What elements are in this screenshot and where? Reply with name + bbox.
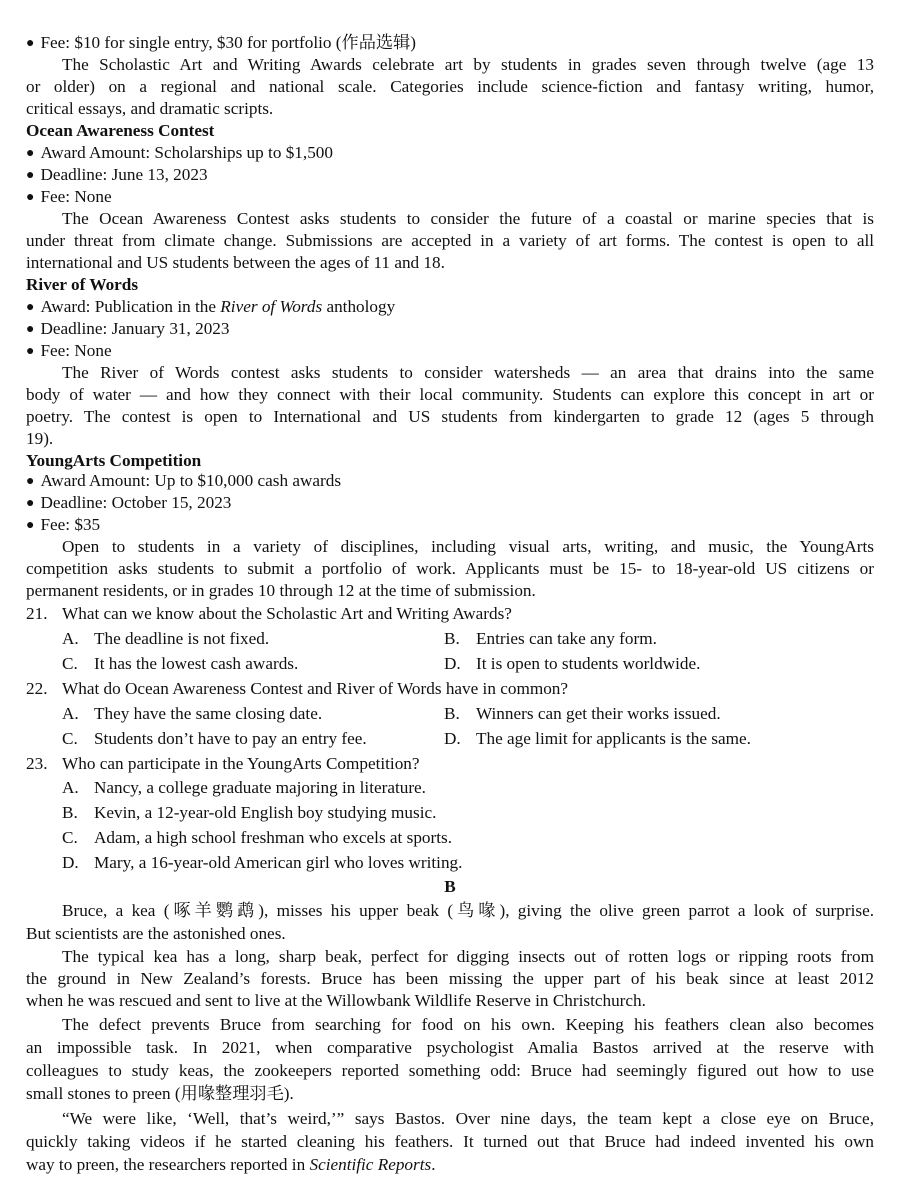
river-award [26, 296, 874, 320]
q22-option-c[interactable] [62, 728, 367, 750]
option-letter: B. [62, 803, 78, 822]
passage-b-p4-line-2: quickly taking videos if he started cleaning his feathers. It turned out that Bruce had indeed invented his own [26, 1132, 874, 1151]
ocean-fee: ● Fee: None [26, 186, 874, 210]
option-text: The deadline is not fixed. [94, 629, 270, 648]
option-text: Entries can take any form. [476, 629, 657, 648]
river-desc-line-2: body of water — and how they connect with their local community. Students can explore this concept in art or [26, 385, 874, 404]
passage-b-p2-line-3: when he was rescued and sent to live at the Willowbank Wildlife Reserve in Christchurch. [26, 991, 646, 1010]
passage-b-p2-line-2: the ground in New Zealand’s forests. Bruce has been missing the upper part of his beak since at least 2012 [26, 969, 874, 988]
scholastic-desc-line-1: The Scholastic Art and Writing Awards celebrate art by students in grades seven through twelve (age 13 [62, 55, 874, 74]
river-desc-line-1: The River of Words contest asks students to consider watersheds — an area that drains into the same [62, 363, 874, 382]
question-number: 23. [26, 754, 48, 773]
question-number: 21. [26, 604, 48, 623]
option-text: It is open to students worldwide. [476, 654, 701, 673]
option-text: Nancy, a college graduate majoring in literature. [94, 778, 426, 797]
q21-option-c[interactable] [62, 653, 298, 675]
q21-option-a[interactable] [62, 628, 269, 650]
question-text: What can we know about the Scholastic Art and Writing Awards? [62, 604, 512, 623]
passage-b-p1-line-2: But scientists are the astonished ones. [26, 924, 286, 943]
river-award-suffix: anthology [322, 297, 396, 316]
q21-option-d[interactable] [444, 653, 700, 675]
ocean-award: ● Award Amount: Scholarships up to $1,500 [26, 142, 874, 166]
ocean-desc-line-2: under threat from climate change. Submissions are accepted in a variety of art forms. The contest is open to all [26, 231, 874, 250]
option-letter: C. [62, 729, 78, 748]
question-text: What do Ocean Awareness Contest and River of Words have in common? [62, 679, 569, 698]
river-award-italic: River of Words [220, 297, 323, 316]
question-22 [26, 678, 874, 700]
youngarts-desc-line-1: Open to students in a variety of disciplines, including visual arts, writing, and music, the YoungArts [62, 537, 874, 556]
passage-b-p4-line-3-prefix: way to preen, the researchers reported in [26, 1155, 310, 1174]
journal-name: Scientific Reports [309, 1155, 432, 1174]
youngarts-deadline: ● Deadline: October 15, 2023 [26, 492, 874, 516]
passage-b-p3-line-3: colleagues to study keas, the zookeepers reported something odd: Bruce had seemingly figured out how to use [26, 1061, 874, 1080]
passage-b-p2-line-1: The typical kea has a long, sharp beak, perfect for digging insects out of rotten logs or ripping roots from [62, 947, 874, 966]
river-deadline: ● Deadline: January 31, 2023 [26, 318, 874, 342]
youngarts-desc-line-2: competition asks students to submit a portfolio of work. Applicants must be 15- to 18-year-old US citizens or [26, 559, 874, 578]
option-letter: D. [62, 853, 79, 872]
scholastic-desc-line-2: or older) on a regional and national scale. Categories include science-fiction and fantasy writing, humor, [26, 77, 874, 96]
option-letter: D. [444, 654, 461, 673]
passage-b-p3-line-1: The defect prevents Bruce from searching for food on his own. Keeping his feathers clean also becomes [62, 1015, 874, 1034]
question-number: 22. [26, 679, 48, 698]
passage-b-p1-line-1: Bruce, a kea (啄羊鹦鹉), misses his upper beak (鸟喙), giving the olive green parrot a look of surprise. [62, 901, 874, 920]
river-title: River of Words [26, 275, 139, 294]
q22-option-d[interactable] [444, 728, 751, 750]
ocean-desc-line-3: international and US students between the ages of 11 and 18. [26, 253, 445, 272]
passage-b-p3-line-4: small stones to preen (用喙整理羽毛). [26, 1084, 294, 1103]
passage-b-p4-line-3 [26, 1154, 874, 1176]
scholastic-fee: ● Fee: $10 for single entry, $30 for portfolio (作品选辑) [26, 32, 874, 56]
river-desc-line-4: 19). [26, 429, 54, 448]
option-letter: B. [444, 704, 460, 723]
passage-b-p4-line-1: “We were like, ‘Well, that’s weird,’” says Bastos. Over nine days, the team kept a close eye on Bruce, [62, 1109, 874, 1128]
river-award-prefix: Award: Publication in the [40, 297, 221, 316]
scholastic-desc-line-3: critical essays, and dramatic scripts. [26, 99, 274, 118]
q22-option-b[interactable] [444, 703, 721, 725]
option-text: Kevin, a 12-year-old English boy studying music. [94, 803, 437, 822]
youngarts-award: ● Award Amount: Up to $10,000 cash awards [26, 470, 874, 494]
option-letter: C. [62, 654, 78, 673]
youngarts-fee: ● Fee: $35 [26, 514, 874, 538]
option-text: They have the same closing date. [94, 704, 323, 723]
river-fee: ● Fee: None [26, 340, 874, 364]
river-desc-line-3: poetry. The contest is open to International and US students from kindergarten to grade 12 (ages 5 through [26, 407, 874, 426]
option-letter: B. [444, 629, 460, 648]
q21-option-b[interactable] [444, 628, 657, 650]
section-b-label: B [444, 877, 456, 896]
ocean-desc-line-1: The Ocean Awareness Contest asks students to consider the future of a coastal or marine species that is [62, 209, 874, 228]
question-text: Who can participate in the YoungArts Competition? [62, 754, 420, 773]
option-letter: A. [62, 778, 79, 797]
ocean-title: Ocean Awareness Contest [26, 121, 215, 140]
option-text: It has the lowest cash awards. [94, 654, 299, 673]
option-letter: A. [62, 629, 79, 648]
ocean-deadline: ● Deadline: June 13, 2023 [26, 164, 874, 188]
q22-option-a[interactable] [62, 703, 322, 725]
option-text: The age limit for applicants is the same. [476, 729, 751, 748]
youngarts-title: YoungArts Competition [26, 451, 202, 470]
option-text: Mary, a 16-year-old American girl who loves writing. [94, 853, 463, 872]
option-text: Winners can get their works issued. [476, 704, 721, 723]
option-letter: D. [444, 729, 461, 748]
option-text: Adam, a high school freshman who excels at sports. [94, 828, 452, 847]
passage-b-p4-line-3-suffix: . [431, 1155, 436, 1174]
option-text: Students don’t have to pay an entry fee. [94, 729, 367, 748]
passage-b-p3-line-2: an impossible task. In 2021, when comparative psychologist Amalia Bastos arrived at the reserve with [26, 1038, 874, 1057]
option-letter: C. [62, 828, 78, 847]
youngarts-desc-line-3: permanent residents, or in grades 10 through 12 at the time of submission. [26, 581, 536, 600]
option-letter: A. [62, 704, 79, 723]
question-21 [26, 603, 874, 625]
question-23 [26, 753, 874, 775]
